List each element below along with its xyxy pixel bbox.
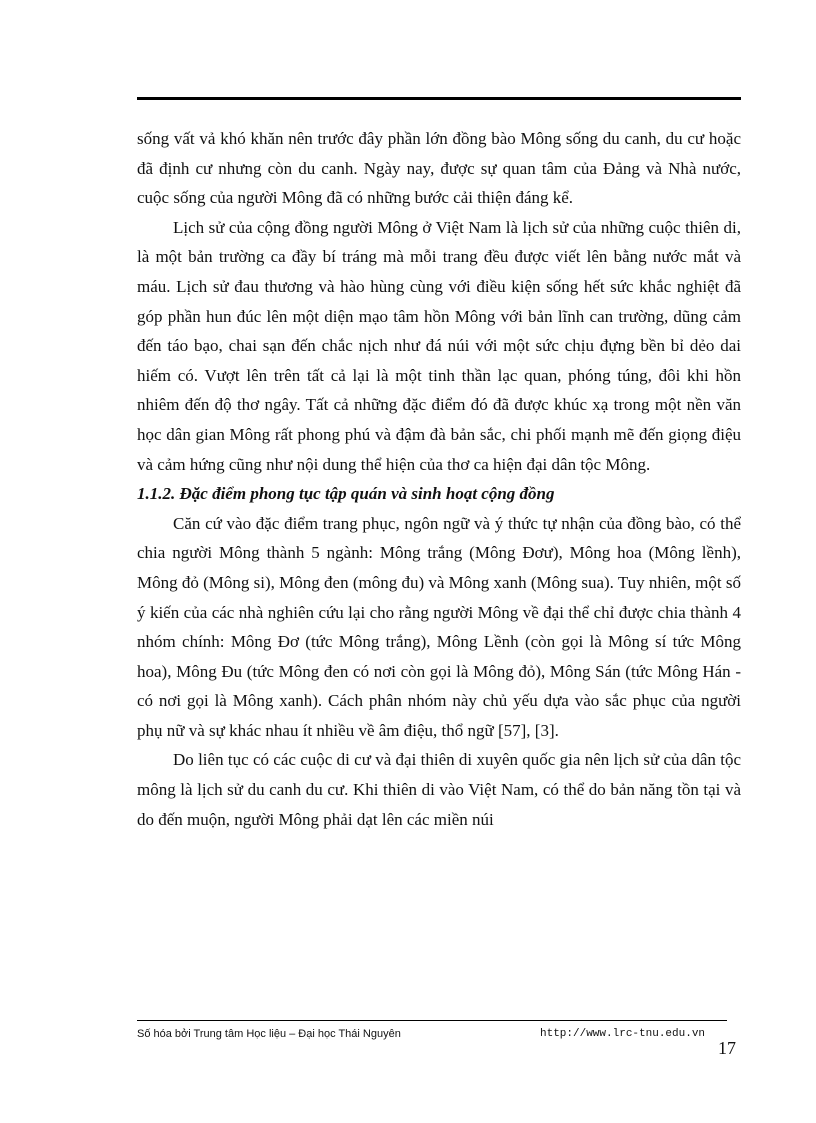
page-number: 17 (718, 1038, 736, 1058)
footer-rule (137, 1020, 727, 1021)
paragraph-1: sống vất vả khó khăn nên trước đây phần lớn đồng bào Mông sống du canh, du cư hoặc đã định cư nhưng còn du canh. Ngày nay, được sự quan tâm của Đảng và Nhà nước, cuộc sống của người Mông đã có những bước cải thiện đáng kể. (137, 129, 741, 208)
header-rule (137, 97, 741, 100)
footer-source: Số hóa bởi Trung tâm Học liệu – Đại học Thái Nguyên (137, 1028, 401, 1040)
section-heading: 1.1.2. Đặc điểm phong tục tập quán và sinh hoạt cộng đồng (137, 484, 555, 504)
paragraph-3: Căn cứ vào đặc điểm trang phục, ngôn ngữ và ý thức tự nhận của đồng bào, có thể chia người Mông thành 5 ngành: Mông trắng (Mông Đơư), Mông hoa (Mông lềnh), Mông đỏ (Mông si), Mông đen (mông đu) và Mông xanh (Mông sua). Tuy nhiên, một số ý kiến của các nhà nghiên cứu lại cho rằng người Mông về đại thể chỉ được chia thành 4 nhóm chính: Mông Đơ (tức Mông trắng), Mông Lềnh (còn gọi là Mông sí tức Mông hoa), Mông Đu (tức Mông đen có nơi còn gọi là Mông đỏ), Mông Sán (tức Mông Hán - có nơi gọi là Mông xanh). Cách phân nhóm này chủ yếu dựa vào sắc phục của người phụ nữ và sự khác nhau ít nhiều về âm điệu, thổ ngữ [57], [3]. (137, 513, 741, 740)
paragraph-4: Do liên tục có các cuộc di cư và đại thiên di xuyên quốc gia nên lịch sử của dân tộc mông là lịch sử du canh du cư. Khi thiên di vào Việt Nam, có thể do bản năng tồn tại và do đến muộn, người Mông phải dạt lên các miền núi (137, 750, 741, 829)
paragraph-2: Lịch sử của cộng đồng người Mông ở Việt Nam là lịch sử của những cuộc thiên di, là một bản trường ca đầy bí tráng mà mỗi trang đều được viết lên bằng nước mắt và máu. Lịch sử đau thương và hào hùng cùng với điều kiện sống hết sức khắc nghiệt đã góp phần hun đúc lên một diện mạo tâm hồn Mông với bản lĩnh can trường, dũng cảm đến táo bạo, chai sạn đến chắc nịch như đá núi với một sức chịu đựng bền bỉ dẻo dai hiếm có. Vượt lên trên tất cả lại là một tinh thần lạc quan, phóng túng, đôi khi hồn nhiêm đến độ thơ ngây. Tất cả những đặc điểm đó đã được khúc xạ trong một nền văn học dân gian Mông rất phong phú và đậm đà bản sắc, chi phối mạnh mẽ đến giọng điệu và cảm hứng cũng như nội dung thể hiện của thơ ca hiện đại dân tộc Mông. (137, 217, 741, 474)
footer-url[interactable]: http://www.lrc-tnu.edu.vn (540, 1028, 706, 1040)
document-body (137, 124, 741, 834)
